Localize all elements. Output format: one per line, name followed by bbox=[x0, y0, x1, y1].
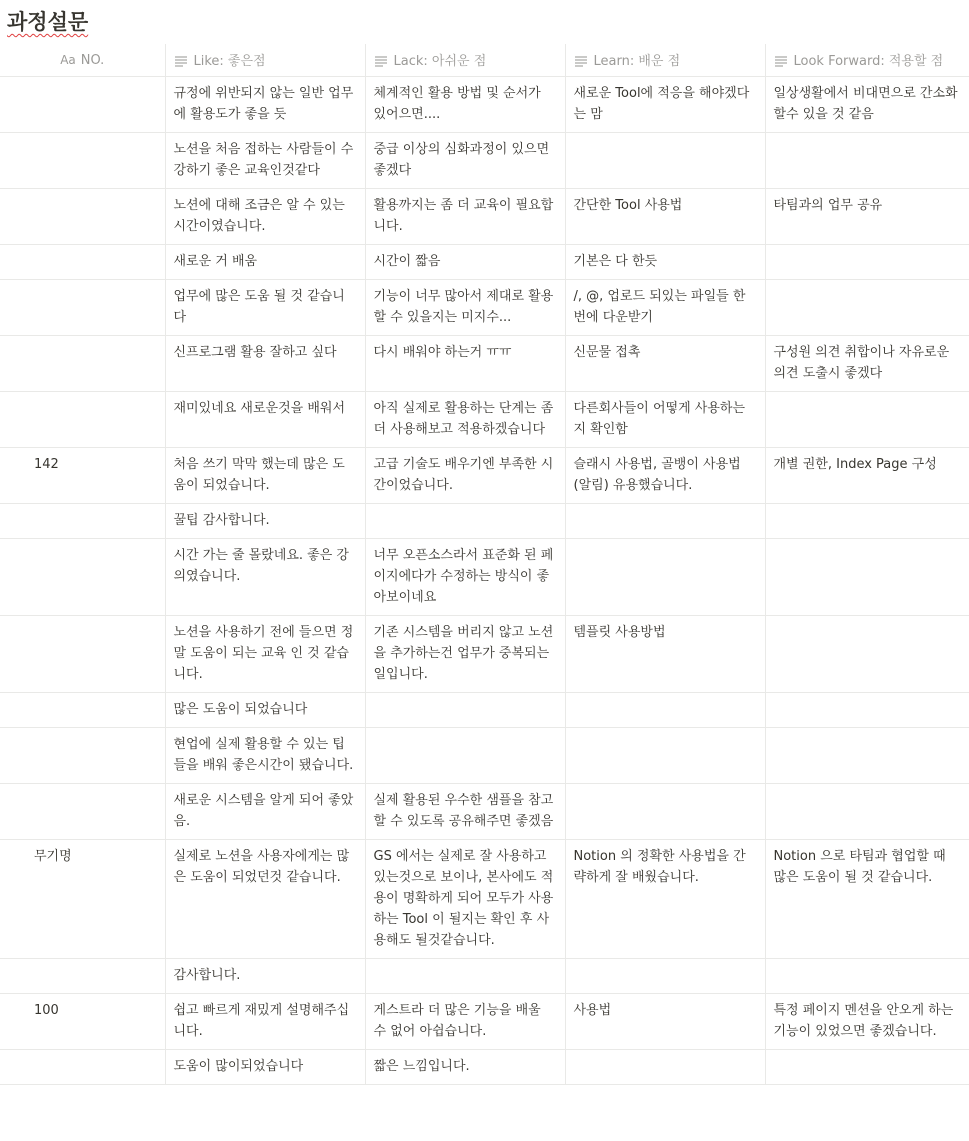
cell-lack[interactable] bbox=[365, 728, 565, 784]
cell-learn[interactable] bbox=[565, 504, 765, 539]
column-header-label: Learn: 배운 점 bbox=[593, 53, 681, 69]
cell-learn-text: Notion 의 정확한 사용법을 간략하게 잘 배웠습니다. bbox=[573, 849, 746, 885]
cell-like-text: 노션을 처음 접하는 사람들이 수강하기 좋은 교육인것같다 bbox=[173, 142, 354, 178]
cell-learn[interactable] bbox=[565, 784, 765, 840]
cell-like-text: 많은 도움이 되었습니다 bbox=[173, 702, 308, 717]
cell-look-forward[interactable] bbox=[765, 840, 969, 959]
cell-lack-text: 게스트라 더 많은 기능을 배울 수 없어 아쉽습니다. bbox=[373, 1003, 541, 1039]
cell-like-text: 시간 가는 줄 몰랐네요. 좋은 강의였습니다. bbox=[173, 548, 349, 584]
cell-no[interactable] bbox=[0, 728, 165, 784]
cell-lack[interactable] bbox=[365, 189, 565, 245]
cell-lack[interactable] bbox=[365, 133, 565, 189]
cell-like[interactable] bbox=[165, 336, 365, 392]
table-row[interactable] bbox=[0, 77, 969, 133]
cell-look-forward[interactable] bbox=[765, 959, 969, 994]
cell-learn-text: 사용법 bbox=[573, 1003, 612, 1018]
cell-like-text: 처음 쓰기 막막 했는데 많은 도움이 되었습니다. bbox=[173, 457, 345, 493]
cell-no[interactable] bbox=[0, 693, 165, 728]
cell-learn[interactable] bbox=[565, 840, 765, 959]
cell-look-forward[interactable] bbox=[765, 336, 969, 392]
cell-like[interactable] bbox=[165, 504, 365, 539]
table-row[interactable] bbox=[0, 728, 969, 784]
table-header-row bbox=[0, 44, 969, 77]
cell-lack-text: 너무 오픈소스라서 표준화 된 페이지에다가 수정하는 방식이 좋아보이네요 bbox=[373, 548, 554, 605]
cell-learn-text: /, @, 업로드 되있는 파일들 한번에 다운받기 bbox=[573, 289, 746, 325]
cell-lack[interactable] bbox=[365, 959, 565, 994]
column-header-like[interactable] bbox=[165, 44, 365, 77]
cell-look-forward[interactable] bbox=[765, 994, 969, 1050]
cell-like[interactable] bbox=[165, 994, 365, 1050]
cell-like[interactable] bbox=[165, 959, 365, 994]
text-lines-icon bbox=[374, 55, 388, 71]
cell-look-forward[interactable] bbox=[765, 784, 969, 840]
cell-lack[interactable] bbox=[365, 448, 565, 504]
cell-like[interactable] bbox=[165, 616, 365, 693]
table-body bbox=[0, 77, 969, 1085]
cell-like-text: 실제로 노션을 사용자에게는 많은 도움이 되었던것 같습니다. bbox=[173, 849, 350, 885]
title-aa-icon: Aa bbox=[60, 52, 76, 67]
cell-lack-text: 고급 기술도 배우기엔 부족한 시간이었습니다. bbox=[373, 457, 554, 493]
cell-look-forward[interactable] bbox=[765, 504, 969, 539]
cell-lack-text: 중급 이상의 심화과정이 있으면 좋겠다 bbox=[373, 142, 550, 178]
cell-lack[interactable] bbox=[365, 336, 565, 392]
table-row[interactable] bbox=[0, 959, 969, 994]
cell-no[interactable] bbox=[0, 994, 165, 1050]
cell-look-forward-text: 구성원 의견 취합이나 자유로운 의견 도출시 좋겠다 bbox=[773, 345, 950, 381]
cell-like[interactable] bbox=[165, 728, 365, 784]
cell-like-text: 꿀팁 감사합니다. bbox=[173, 513, 270, 528]
cell-like-text: 규정에 위반되지 않는 일반 업무에 활용도가 좋을 듯 bbox=[173, 86, 354, 122]
table-row[interactable] bbox=[0, 504, 969, 539]
cell-like-text: 감사합니다. bbox=[173, 968, 241, 983]
column-header-label: NO. bbox=[80, 52, 105, 68]
cell-no[interactable] bbox=[0, 959, 165, 994]
cell-like[interactable] bbox=[165, 133, 365, 189]
cell-no[interactable] bbox=[0, 1050, 165, 1085]
cell-learn-text: 템플릿 사용방법 bbox=[573, 625, 666, 640]
cell-learn[interactable] bbox=[565, 693, 765, 728]
cell-like-text: 노션을 사용하기 전에 들으면 정말 도움이 되는 교육 인 것 같습니다. bbox=[173, 625, 354, 682]
cell-no-text: 100 bbox=[34, 1003, 59, 1018]
cell-lack[interactable] bbox=[365, 693, 565, 728]
cell-learn-text: 신문물 접촉 bbox=[573, 345, 641, 360]
cell-learn[interactable] bbox=[565, 539, 765, 616]
cell-learn[interactable] bbox=[565, 336, 765, 392]
table-row[interactable] bbox=[0, 245, 969, 280]
survey-table bbox=[0, 44, 969, 1085]
cell-learn[interactable] bbox=[565, 77, 765, 133]
column-header-label: Like: 좋은점 bbox=[193, 53, 266, 69]
cell-like[interactable] bbox=[165, 539, 365, 616]
cell-like-text: 업무에 많은 도움 될 것 같습니다 bbox=[173, 289, 345, 325]
table-row[interactable] bbox=[0, 840, 969, 959]
cell-lack-text: 아직 실제로 활용하는 단계는 좀 더 사용해보고 적용하겠습니다 bbox=[373, 401, 554, 437]
table-row[interactable] bbox=[0, 189, 969, 245]
column-header-lack[interactable] bbox=[365, 44, 565, 77]
cell-learn[interactable] bbox=[565, 728, 765, 784]
cell-lack-text: 짧은 느낌입니다. bbox=[373, 1059, 470, 1074]
cell-like[interactable] bbox=[165, 77, 365, 133]
column-header-label: Lack: 아쉬운 점 bbox=[393, 53, 487, 69]
cell-look-forward-text: 개별 권한, Index Page 구성 bbox=[773, 457, 937, 472]
cell-lack-text: 시간이 짧음 bbox=[373, 254, 441, 269]
cell-like-text: 재미있네요 새로운것을 배워서 bbox=[173, 401, 346, 416]
cell-no[interactable] bbox=[0, 784, 165, 840]
cell-learn-text: 기본은 다 한듯 bbox=[573, 254, 658, 269]
cell-look-forward-text: 특정 페이지 멘션을 안오게 하는 기능이 있었으면 좋겠습니다. bbox=[773, 1003, 954, 1039]
cell-look-forward[interactable] bbox=[765, 245, 969, 280]
page-title: 과정설문 bbox=[7, 10, 89, 34]
cell-lack-text: 실제 활용된 우수한 샘플을 참고할 수 있도록 공유해주면 좋겠음 bbox=[373, 793, 554, 829]
column-header-no[interactable] bbox=[0, 44, 165, 77]
cell-look-forward[interactable] bbox=[765, 1050, 969, 1085]
text-lines-icon bbox=[174, 55, 188, 71]
cell-learn-text: 새로운 Tool에 적응을 해야겠다는 맘 bbox=[573, 86, 750, 122]
cell-like[interactable] bbox=[165, 448, 365, 504]
table-row[interactable] bbox=[0, 994, 969, 1050]
cell-no[interactable] bbox=[0, 133, 165, 189]
table-row[interactable] bbox=[0, 133, 969, 189]
cell-look-forward[interactable] bbox=[765, 616, 969, 693]
cell-like-text: 새로운 거 배움 bbox=[173, 254, 258, 269]
cell-no[interactable] bbox=[0, 840, 165, 959]
cell-lack[interactable] bbox=[365, 77, 565, 133]
cell-like[interactable] bbox=[165, 693, 365, 728]
cell-learn[interactable] bbox=[565, 1050, 765, 1085]
cell-look-forward[interactable] bbox=[765, 693, 969, 728]
cell-look-forward[interactable] bbox=[765, 392, 969, 448]
cell-look-forward[interactable] bbox=[765, 133, 969, 189]
cell-look-forward[interactable] bbox=[765, 280, 969, 336]
cell-like[interactable] bbox=[165, 245, 365, 280]
cell-lack[interactable] bbox=[365, 245, 565, 280]
cell-like-text: 도움이 많이되었습니다 bbox=[173, 1059, 304, 1074]
table-row[interactable] bbox=[0, 616, 969, 693]
cell-lack[interactable] bbox=[365, 504, 565, 539]
cell-no[interactable] bbox=[0, 77, 165, 133]
cell-no-text: 142 bbox=[34, 457, 59, 472]
cell-like[interactable] bbox=[165, 392, 365, 448]
cell-lack[interactable] bbox=[365, 784, 565, 840]
cell-no-text: 무기명 bbox=[34, 849, 72, 864]
cell-look-forward[interactable] bbox=[765, 539, 969, 616]
cell-lack[interactable] bbox=[365, 539, 565, 616]
column-header-learn[interactable] bbox=[565, 44, 765, 77]
cell-learn[interactable] bbox=[565, 133, 765, 189]
text-lines-icon bbox=[774, 55, 788, 71]
cell-like-text: 새로운 시스템을 알게 되어 좋았음. bbox=[173, 793, 354, 829]
text-lines-icon bbox=[574, 55, 588, 71]
cell-like[interactable] bbox=[165, 840, 365, 959]
cell-lack-text: 기존 시스템을 버리지 않고 노션을 추가하는건 업무가 중복되는 일입니다. bbox=[373, 625, 554, 682]
cell-lack-text: 체계적인 활용 방법 및 순서가 있어으면.... bbox=[373, 86, 541, 122]
table-row[interactable] bbox=[0, 1050, 969, 1085]
cell-no[interactable] bbox=[0, 392, 165, 448]
cell-look-forward[interactable] bbox=[765, 448, 969, 504]
cell-no[interactable] bbox=[0, 189, 165, 245]
cell-no[interactable] bbox=[0, 448, 165, 504]
cell-look-forward[interactable] bbox=[765, 728, 969, 784]
cell-learn[interactable] bbox=[565, 448, 765, 504]
cell-no[interactable] bbox=[0, 504, 165, 539]
cell-learn[interactable] bbox=[565, 189, 765, 245]
cell-lack[interactable] bbox=[365, 994, 565, 1050]
cell-look-forward-text: Notion 으로 타팀과 협업할 때 많은 도움이 될 것 같습니다. bbox=[773, 849, 946, 885]
cell-learn[interactable] bbox=[565, 245, 765, 280]
cell-no[interactable] bbox=[0, 245, 165, 280]
cell-like[interactable] bbox=[165, 280, 365, 336]
cell-lack-text: GS 에서는 실제로 잘 사용하고 있는것으로 보이나, 본사에도 적용이 명확하게 되어 모두가 사용하는 Tool 이 될지는 확인 후 사용해도 될것같습니다. bbox=[373, 849, 554, 948]
cell-learn-text: 슬래시 사용법, 골뱅이 사용법(알림) 유용했습니다. bbox=[573, 457, 741, 493]
cell-like-text: 현업에 실제 활용할 수 있는 팁들을 배워 좋은시간이 됐습니다. bbox=[173, 737, 354, 773]
cell-no[interactable] bbox=[0, 280, 165, 336]
cell-learn[interactable] bbox=[565, 994, 765, 1050]
cell-learn-text: 다른회사들이 어떻게 사용하는지 확인함 bbox=[573, 401, 746, 437]
table-row[interactable] bbox=[0, 448, 969, 504]
table-row[interactable] bbox=[0, 336, 969, 392]
cell-like-text: 쉽고 빠르게 재밌게 설명해주십니다. bbox=[173, 1003, 350, 1039]
cell-lack-text: 활용까지는 좀 더 교육이 필요합니다. bbox=[373, 198, 554, 234]
cell-lack[interactable] bbox=[365, 840, 565, 959]
cell-lack-text: 기능이 너무 많아서 제대로 활용할 수 있을지는 미지수... bbox=[373, 289, 554, 325]
cell-lack[interactable] bbox=[365, 1050, 565, 1085]
cell-no[interactable] bbox=[0, 336, 165, 392]
cell-look-forward-text: 타팀과의 업무 공유 bbox=[773, 198, 883, 213]
cell-lack[interactable] bbox=[365, 616, 565, 693]
cell-lack-text: 다시 배워야 하는거 ㅠㅠ bbox=[373, 345, 512, 360]
cell-learn[interactable] bbox=[565, 392, 765, 448]
table-row[interactable] bbox=[0, 784, 969, 840]
table-row[interactable] bbox=[0, 392, 969, 448]
cell-look-forward-text: 일상생활에서 비대면으로 간소화 할수 있을 것 같음 bbox=[773, 86, 958, 122]
cell-like[interactable] bbox=[165, 1050, 365, 1085]
cell-lack[interactable] bbox=[365, 280, 565, 336]
column-header-label: Look Forward: 적용할 점 bbox=[793, 53, 944, 69]
cell-like-text: 신프로그램 활용 잘하고 싶다 bbox=[173, 345, 337, 360]
cell-like-text: 노션에 대해 조금은 알 수 있는 시간이였습니다. bbox=[173, 198, 345, 234]
cell-learn[interactable] bbox=[565, 959, 765, 994]
cell-lack[interactable] bbox=[365, 392, 565, 448]
cell-learn-text: 간단한 Tool 사용법 bbox=[573, 198, 683, 213]
table-row[interactable] bbox=[0, 280, 969, 336]
table-row[interactable] bbox=[0, 693, 969, 728]
cell-no[interactable] bbox=[0, 539, 165, 616]
cell-learn[interactable] bbox=[565, 280, 765, 336]
cell-learn[interactable] bbox=[565, 616, 765, 693]
cell-look-forward[interactable] bbox=[765, 189, 969, 245]
table-row[interactable] bbox=[0, 539, 969, 616]
cell-look-forward[interactable] bbox=[765, 77, 969, 133]
column-header-look-forward[interactable] bbox=[765, 44, 969, 77]
cell-no[interactable] bbox=[0, 616, 165, 693]
cell-like[interactable] bbox=[165, 189, 365, 245]
cell-like[interactable] bbox=[165, 784, 365, 840]
